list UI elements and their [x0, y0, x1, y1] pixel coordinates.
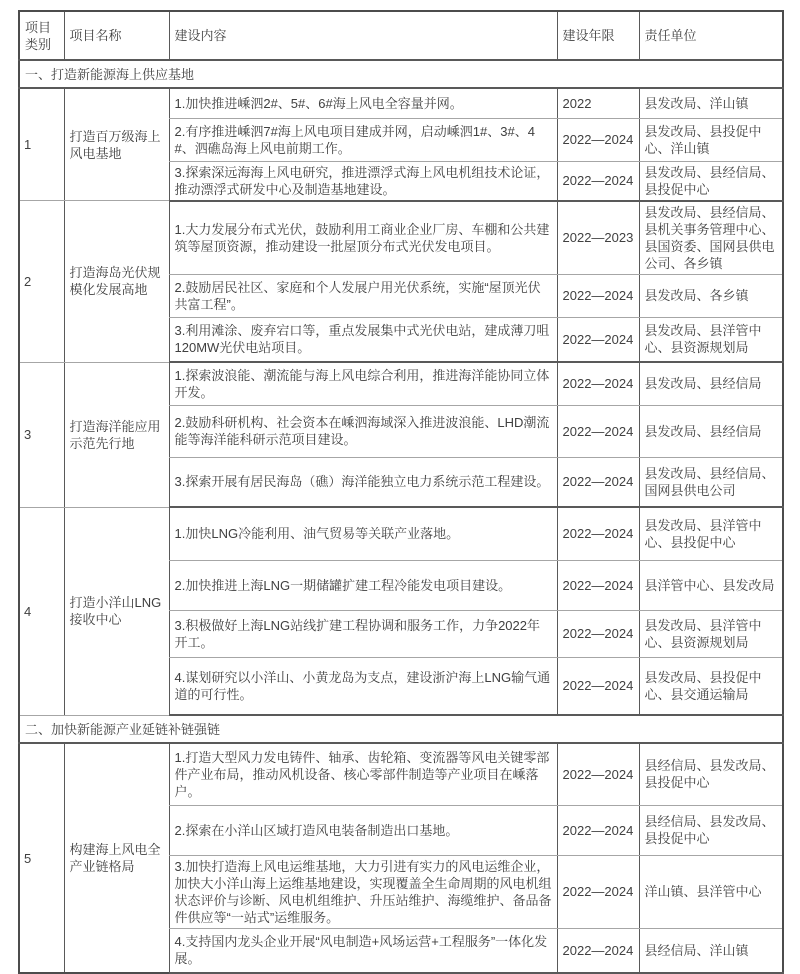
item-content: 4.谋划研究以小洋山、小黄龙岛为支点，建设浙沪海上LNG输气通道的可行性。	[169, 657, 557, 715]
project-no: 4	[19, 507, 64, 715]
project-name: 构建海上风电全产业链格局	[64, 743, 169, 973]
item-content: 1.加快推进嵊泗2#、5#、6#海上风电全容量并网。	[169, 88, 557, 118]
table-header-row	[19, 11, 783, 60]
section-row-1	[19, 60, 783, 88]
table-row	[19, 88, 783, 118]
project-name: 打造百万级海上风电基地	[64, 88, 169, 201]
item-content: 2.有序推进嵊泗7#海上风电项目建成并网，启动嵊泗1#、3#、4#、泗礁岛海上风电前期工作。	[169, 118, 557, 161]
item-years: 2022—2024	[557, 457, 639, 507]
item-unit: 县发改局、各乡镇	[639, 274, 783, 317]
item-unit: 县经信局、洋山镇	[639, 928, 783, 973]
project-no: 3	[19, 362, 64, 507]
item-unit: 县发改局、县投促中心、县交通运输局	[639, 657, 783, 715]
header-construction-years: 建设年限	[557, 11, 639, 60]
item-years: 2022—2024	[557, 317, 639, 362]
table-row	[19, 362, 783, 405]
item-years: 2022—2024	[557, 507, 639, 560]
item-content: 3.加快打造海上风电运维基地，大力引进有实力的风电运维企业，加快大小洋山海上运维基地建设，实现覆盖全生命周期的风电机组状态评价与诊断、风电机组维护、升压站维护、海缆维护、备品备件供应等“一站式”运维服务。	[169, 855, 557, 928]
project-plan-table	[18, 10, 784, 974]
table-row	[19, 201, 783, 275]
item-content: 2.鼓励科研机构、社会资本在嵊泗海域深入推进波浪能、LHD潮流能等海洋能科研示范项目建设。	[169, 405, 557, 457]
item-unit: 县发改局、县投促中心、洋山镇	[639, 118, 783, 161]
table-row	[19, 743, 783, 805]
project-no: 5	[19, 743, 64, 973]
item-content: 3.利用滩涂、废弃宕口等，重点发展集中式光伏电站，建成薄刀咀120MW光伏电站项目。	[169, 317, 557, 362]
section-row-2	[19, 715, 783, 743]
item-years: 2022—2024	[557, 657, 639, 715]
item-content: 1.打造大型风力发电铸件、轴承、齿轮箱、变流器等风电关键零部件产业布局，推动风机设备、核心零部件制造等产业项目在嵊落户。	[169, 743, 557, 805]
item-content: 2.探索在小洋山区域打造风电装备制造出口基地。	[169, 805, 557, 855]
item-years: 2022—2024	[557, 560, 639, 610]
item-years: 2022—2024	[557, 805, 639, 855]
header-responsible-unit: 责任单位	[639, 11, 783, 60]
item-years: 2022—2024	[557, 118, 639, 161]
item-unit: 县发改局、县洋管中心、县投促中心	[639, 507, 783, 560]
item-unit: 县发改局、县洋管中心、县资源规划局	[639, 610, 783, 657]
item-content: 3.探索开展有居民海岛（礁）海洋能独立电力系统示范工程建设。	[169, 457, 557, 507]
item-content: 1.大力发展分布式光伏，鼓励利用工商业企业厂房、车棚和公共建筑等屋顶资源，推动建设一批屋顶分布式光伏发电项目。	[169, 201, 557, 275]
section-title: 二、加快新能源产业延链补链强链	[19, 715, 783, 743]
item-unit: 县发改局、洋山镇	[639, 88, 783, 118]
item-years: 2022—2024	[557, 928, 639, 973]
item-content: 2.加快推进上海LNG一期储罐扩建工程冷能发电项目建设。	[169, 560, 557, 610]
item-content: 4.支持国内龙头企业开展“风电制造+风场运营+工程服务”一体化发展。	[169, 928, 557, 973]
item-unit: 县发改局、县经信局、县投促中心	[639, 161, 783, 201]
item-content: 3.积极做好上海LNG站线扩建工程协调和服务工作，力争2022年开工。	[169, 610, 557, 657]
item-unit: 洋山镇、县洋管中心	[639, 855, 783, 928]
document-page	[18, 10, 784, 974]
table-row	[19, 507, 783, 560]
header-project-name: 项目名称	[64, 11, 169, 60]
item-years: 2022—2024	[557, 405, 639, 457]
item-unit: 县洋管中心、县发改局	[639, 560, 783, 610]
item-years: 2022—2024	[557, 743, 639, 805]
item-years: 2022—2023	[557, 201, 639, 275]
item-content: 3.探索深远海海上风电研究，推进漂浮式海上风电机组技术论证，推动漂浮式研发中心及制造基地建设。	[169, 161, 557, 201]
item-content: 2.鼓励居民社区、家庭和个人发展户用光伏系统，实施“屋顶光伏共富工程”。	[169, 274, 557, 317]
item-unit: 县发改局、县经信局	[639, 405, 783, 457]
project-no: 2	[19, 201, 64, 363]
project-name: 打造小洋山LNG接收中心	[64, 507, 169, 715]
item-years: 2022—2024	[557, 610, 639, 657]
project-no: 1	[19, 88, 64, 201]
item-years: 2022—2024	[557, 274, 639, 317]
item-years: 2022	[557, 88, 639, 118]
item-content: 1.加快LNG冷能利用、油气贸易等关联产业落地。	[169, 507, 557, 560]
section-title: 一、打造新能源海上供应基地	[19, 60, 783, 88]
item-unit: 县发改局、县经信局、国网县供电公司	[639, 457, 783, 507]
item-unit: 县经信局、县发改局、县投促中心	[639, 743, 783, 805]
item-content: 1.探索波浪能、潮流能与海上风电综合利用，推进海洋能协同立体开发。	[169, 362, 557, 405]
item-unit: 县发改局、县经信局	[639, 362, 783, 405]
item-unit: 县发改局、县经信局、县机关事务管理中心、县国资委、国网县供电公司、各乡镇	[639, 201, 783, 275]
header-construction-content: 建设内容	[169, 11, 557, 60]
header-project-category: 项目类别	[19, 11, 64, 60]
project-name: 打造海岛光伏规模化发展高地	[64, 201, 169, 363]
item-years: 2022—2024	[557, 362, 639, 405]
item-unit: 县发改局、县洋管中心、县资源规划局	[639, 317, 783, 362]
item-years: 2022—2024	[557, 855, 639, 928]
item-years: 2022—2024	[557, 161, 639, 201]
item-unit: 县经信局、县发改局、县投促中心	[639, 805, 783, 855]
project-name: 打造海洋能应用示范先行地	[64, 362, 169, 507]
